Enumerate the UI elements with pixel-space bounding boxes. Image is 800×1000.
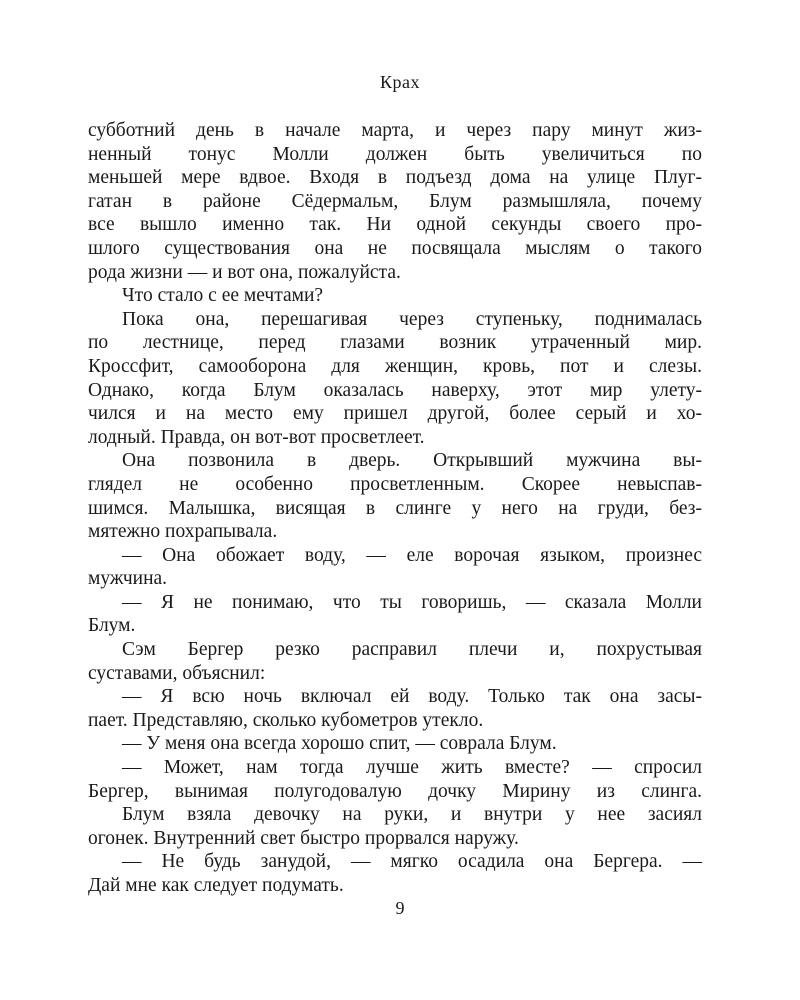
body-text xyxy=(88,119,702,898)
text-line: пает. Представляю, сколько кубометров утекло. xyxy=(88,709,484,731)
text-line: чился и на место ему пришел другой, более серый и хо- xyxy=(88,403,702,425)
running-title: Крах xyxy=(380,72,420,92)
page-number: 9 xyxy=(395,898,405,918)
text-line: Кроссфит, самооборона для женщин, кровь, пот и слезы. xyxy=(88,355,702,377)
text-line: меньшей мере вдвое. Входя в подъезд дома на улице Плуг- xyxy=(88,167,702,189)
text-line: Дай мне как следует подумать. xyxy=(88,875,344,896)
text-line: Она позвонила в дверь. Открывший мужчина вы- xyxy=(122,450,702,472)
text-line: Сэм Бергер резко расправил плечи и, похрустывая xyxy=(122,639,702,661)
text-line: Что стало с ее мечтами? xyxy=(122,285,324,307)
text-line: — Не будь занудой, — мягко осадила она Бергера. — xyxy=(122,851,702,873)
text-line: Однако, когда Блум оказалась наверху, этот мир улету- xyxy=(88,379,702,401)
text-line: — У меня она всегда хорошо спит, — соврала Блум. xyxy=(122,733,557,755)
text-line: шлого существования она не посвящала мыслям о такого xyxy=(88,237,702,259)
text-line: ненный тонус Молли должен быть увеличиться по xyxy=(88,143,702,165)
text-line: суставами, объяснил: xyxy=(88,662,266,684)
text-line: все вышло именно так. Ни одной секунды своего про- xyxy=(88,214,702,236)
text-line: мужчина. xyxy=(88,568,168,590)
text-line: Блум. xyxy=(88,615,136,637)
text-line: Пока она, перешагивая через ступеньку, поднималась xyxy=(122,308,702,330)
text-line: лодный. Правда, он вот-вот просветлеет. xyxy=(88,426,425,448)
text-line: субботний день в начале марта, и через пару минут жиз- xyxy=(88,120,702,141)
text-line: рода жизни — и вот она, пожалуйста. xyxy=(88,261,401,283)
text-line: — Может, нам тогда лучше жить вместе? — спросил xyxy=(122,757,702,779)
text-line: огонек. Внутренний свет быстро прорвался наружу. xyxy=(88,827,519,849)
text-line: Блум взяла девочку на руки, и внутри у нее засиял xyxy=(122,804,702,826)
text-line: по лестнице, перед глазами возник утраченный мир. xyxy=(88,332,702,354)
text-line: гатан в районе Сёдермальм, Блум размышляла, почему xyxy=(88,190,702,212)
text-line: шимся. Малышка, висящая в слинге у него на груди, без- xyxy=(88,497,702,519)
text-line: Бергер, вынимая полугодовалую дочку Мирину из слинга. xyxy=(88,780,702,802)
text-line: глядел не особенно просветленным. Скорее невыспав- xyxy=(88,473,702,495)
text-line: — Я не понимаю, что ты говоришь, — сказала Молли xyxy=(122,591,702,613)
text-line: — Она обожает воду, — еле ворочая языком, произнес xyxy=(122,544,702,566)
text-line: мятежно похрапывала. xyxy=(88,521,278,543)
text-line: — Я всю ночь включал ей воду. Только так она засы- xyxy=(122,686,702,708)
